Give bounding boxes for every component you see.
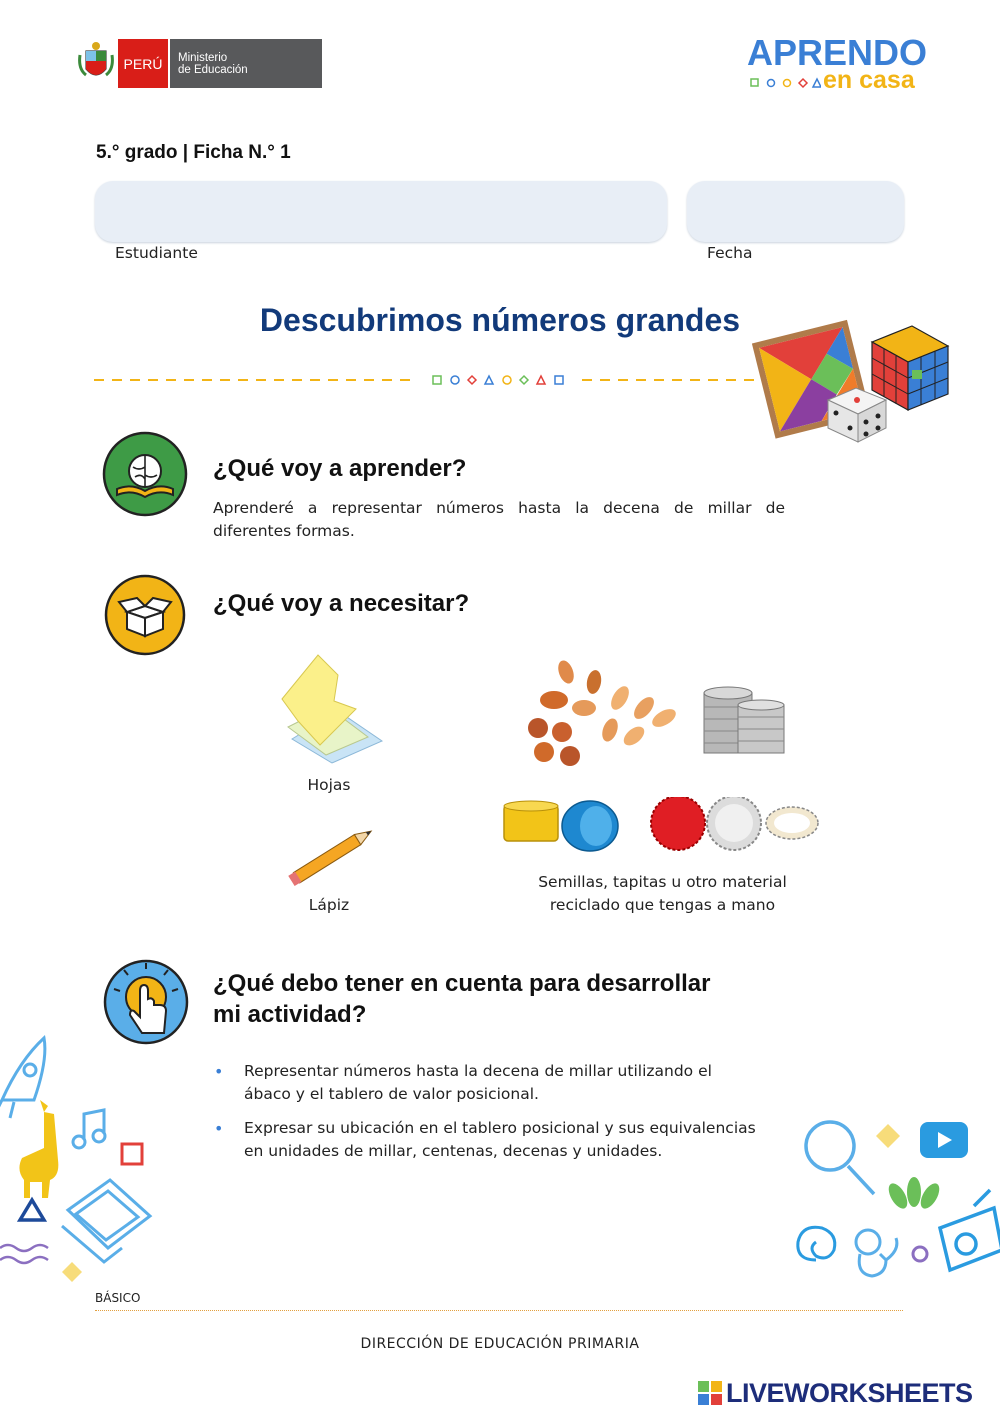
liveworksheets-logo-icon <box>698 1381 722 1405</box>
music-note-icon <box>73 1110 105 1148</box>
list-item-line2: ábaco y el tablero de valor posicional. <box>244 1085 539 1103</box>
recycled-caption <box>500 871 825 917</box>
sheets-icon <box>278 651 384 765</box>
spiral-icon <box>798 1227 835 1260</box>
bullet-icon: • <box>214 1062 224 1081</box>
pencil-caption: Lápiz <box>308 896 350 914</box>
page-title: Descubrimos números grandes <box>259 302 741 338</box>
waves-icon <box>0 1245 48 1263</box>
coat-of-arms-icon <box>78 39 114 88</box>
rocket-icon <box>0 1038 45 1118</box>
dice-icon <box>828 388 886 442</box>
ministry-line1: Ministerio <box>178 51 228 64</box>
triangle-icon <box>20 1200 44 1220</box>
grade-label: 5.° grado | Ficha N.° 1 <box>96 142 291 163</box>
magnifier-icon <box>806 1122 874 1194</box>
box-icon <box>101 574 189 656</box>
circle-icon <box>913 1247 927 1261</box>
footer-divider <box>95 1310 903 1311</box>
list-item <box>214 1117 804 1163</box>
date-field[interactable] <box>687 181 904 242</box>
date-label: Fecha <box>707 244 753 262</box>
student-label: Estudiante <box>115 244 198 262</box>
video-play-icon <box>920 1122 968 1158</box>
list-item-line1: Expresar su ubicación en el tablero posicional y sus equivalencias <box>244 1119 756 1137</box>
consider-title-line1: ¿Qué debo tener en cuenta para desarrollar <box>213 970 711 997</box>
left-decorations <box>0 1030 160 1295</box>
leaves-icon <box>885 1177 943 1212</box>
games-illustration <box>752 318 952 446</box>
recycled-caption-line2: reciclado que tengas a mano <box>549 896 776 914</box>
monkey-icon <box>856 1230 897 1276</box>
diamond-icon <box>62 1262 82 1282</box>
level-label: BÁSICO <box>95 1291 141 1305</box>
list-item <box>214 1060 804 1106</box>
ministry-line2: de Educación <box>178 63 248 76</box>
ministry-logo <box>78 39 322 88</box>
divider-shapes-icon <box>433 376 563 384</box>
seeds-icon <box>524 656 676 774</box>
cans-icon <box>700 685 788 759</box>
learn-text: Aprenderé a representar números hasta la decena de millar de diferentes formas. <box>213 499 785 540</box>
title-divider <box>90 370 780 390</box>
watermark-text: LIVEWORKSHEETS <box>726 1377 973 1408</box>
pencil-icon <box>280 822 386 888</box>
right-decorations <box>790 1110 1000 1290</box>
llama-icon <box>19 1100 58 1198</box>
ministry-name <box>168 39 322 88</box>
brain-book-icon <box>101 431 189 517</box>
aprendo-en-casa-logo <box>745 32 935 97</box>
consider-title-line2: mi actividad? <box>213 1001 367 1028</box>
student-field[interactable] <box>95 181 667 242</box>
diamond-icon <box>876 1124 900 1148</box>
footer-direction: DIRECCIÓN DE EDUCACIÓN PRIMARIA <box>360 1336 640 1352</box>
learn-title: ¿Qué voy a aprender? <box>213 455 467 482</box>
bottle-caps-icon <box>500 797 820 855</box>
square-icon <box>122 1144 142 1164</box>
rubik-cube-icon <box>872 326 948 410</box>
country-label: PERÚ <box>118 39 168 88</box>
list-item-line1: Representar números hasta la decena de millar utilizando el <box>244 1062 712 1080</box>
list-item-line2: en unidades de millar, centenas, decenas y unidades. <box>244 1142 663 1160</box>
program-subtitle: en casa <box>823 66 915 94</box>
liveworksheets-watermark <box>698 1378 994 1408</box>
need-title: ¿Qué voy a necesitar? <box>213 590 470 617</box>
program-title: APRENDO <box>747 32 928 73</box>
recycled-caption-line1: Semillas, tapitas u otro material <box>538 873 787 891</box>
consider-title <box>213 968 813 1030</box>
radio-icon <box>940 1190 1000 1270</box>
sheets-caption: Hojas <box>307 776 351 794</box>
shapes-row-icon <box>749 77 821 89</box>
laptop-icon <box>62 1180 150 1262</box>
bullet-icon: • <box>214 1119 224 1138</box>
